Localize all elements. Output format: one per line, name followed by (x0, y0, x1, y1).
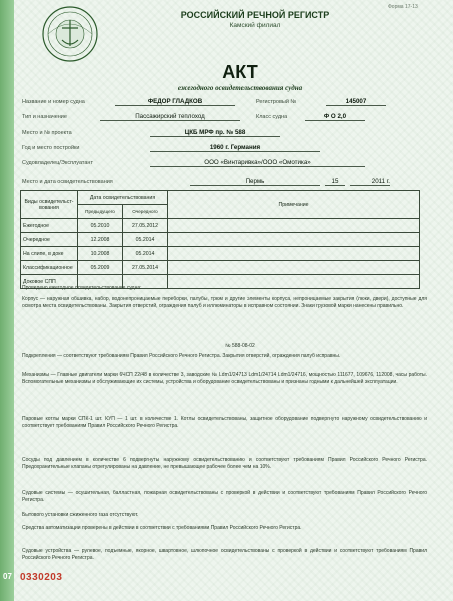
reg-number-label: Регистровый № (256, 99, 297, 105)
reg-number-value: 145007 (326, 98, 386, 106)
side-stripe (0, 0, 14, 601)
gas-paragraph: Бытового установки сжиженного газа отсутствуют. (22, 512, 139, 518)
automation-paragraph: Средства автоматизации проверены в действии в соответствии с требованиями Правил Российского Речного Регистра. (22, 525, 302, 531)
form-number: Форма 17-13 (388, 4, 418, 10)
table-header-prev: Предыдущего (78, 205, 123, 219)
build-label: Год и место постройки (22, 145, 80, 151)
serial-number: 0330203 (20, 572, 63, 583)
type-label: Тип и назначение (22, 114, 67, 120)
org-title: РОССИЙСКИЙ РЕЧНОЙ РЕГИСТР (180, 10, 330, 20)
ref-number: № 588-08-02 (225, 343, 255, 349)
table-row: Очередное 12.2008 05.2014 (21, 233, 420, 247)
table-header-kind: Виды освидетельст-вования (21, 191, 78, 219)
emblem-icon (40, 4, 100, 64)
table-header-note: Примечание (168, 191, 420, 219)
equipment-paragraph: Подкрепления — соответствуют требованиям Правил Российского Речного Регистра. Закрытия отверстий, ограждения палуб исправны. (22, 353, 341, 359)
page-number: 07 (3, 572, 12, 581)
owner-label: Судовладелец/Эксплуатант (22, 160, 93, 166)
table-header-next: Очередного (123, 205, 168, 219)
survey-day: 15 (325, 178, 345, 186)
hull-paragraph: Корпус — наружная обшивка, набор, водонепроницаемые переборки, палубы, трюм и другие элементы корпуса, непроницаемые закрытия (люки, двери), доступные для осмотра места освидетельствованы. Закрытия отверстий, ограждения палуб и иллюминаторы в исправном состоянии. Знаки грузовой марки нанесены правильно. (22, 296, 427, 309)
table-row: Классификационное 05.2009 27.05.2014 (21, 261, 420, 275)
survey-place: Пермь (190, 178, 320, 186)
table-row: На слипе, в доке 10.2008 05.2014 (21, 247, 420, 261)
class-label: Класс судна (256, 114, 288, 120)
table-row: Ежегодное 05.2010 27.05.2012 (21, 219, 420, 233)
machinery-paragraph: Механизмы — Главные двигатели марки 6ЧСП 22/48 в количестве 3, заводские № Ldm1/24713 Ldm1/24714 Ldm1/24716, мощностью 111677, 109676, 112008, часы работы. Вспомогательные механизмы и обслуживающие их системы, устройства и оборудование освидетельствованы и признаны годными к дальнейшей эксплуатации. (22, 372, 427, 385)
branch-name: Камский филиал (229, 22, 281, 29)
owner-value: ООО «Винтаривка»/ООО «Омотика» (150, 159, 365, 167)
vessel-name-value: ФЕДОР ГЛАДКОВ (115, 98, 235, 106)
boilers-paragraph: Паровые котлы марки СПК-1 шт. КУП — 1 шт. в количестве 1. Котлы освидетельствованы, защитное оборудование подвергнуто наружному освидетельствованию и соответствует требованиям Правил Российского Речного Регистра. (22, 416, 427, 429)
intro-text: Проведено ежегодное освидетельствование судна: (22, 285, 142, 291)
class-value: Ф О 2,0 (305, 113, 365, 121)
systems-paragraph: Судовые системы — осушительная, балластная, пожарная освидетельствованы с проверкой в действии и соответствуют требованиям Правил Российского Речного Регистра. (22, 490, 427, 503)
project-label: Место и № проекта (22, 130, 72, 136)
act-title: АКТ (222, 62, 258, 82)
act-subtitle: ежегодного освидетельствования судна (177, 84, 303, 92)
survey-date-label: Место и дата освидетельствования (22, 179, 113, 185)
devices-paragraph: Судовые устройства — рулевое, подъемные, якорное, швартовное, шлюпочное освидетельствованы с проверкой в действии и соответствуют требованиям Правил Российского Речного Регистра. (22, 548, 427, 561)
project-value: ЦКБ МРФ пр. № 588 (150, 129, 280, 137)
survey-year: 2011 г. (350, 178, 390, 186)
table-header-date: Дата освидетельствования (78, 191, 168, 205)
vessel-name-label: Название и номер судна (22, 99, 85, 105)
vessels-paragraph: Сосуды под давлением в количестве 6 подвергнуты наружному освидетельствованию и соответствуют требованиям Правил Российского Речного Регистра. Предохранительные клапаны отрегулированы на давление, не превышающее рабочее более чем на 10%. (22, 457, 427, 470)
build-value: 1960 г. Германия (150, 144, 320, 152)
table-row: Доковое СПП (21, 275, 420, 289)
type-value: Пассажирский теплоход (100, 113, 240, 121)
survey-table (20, 190, 420, 289)
